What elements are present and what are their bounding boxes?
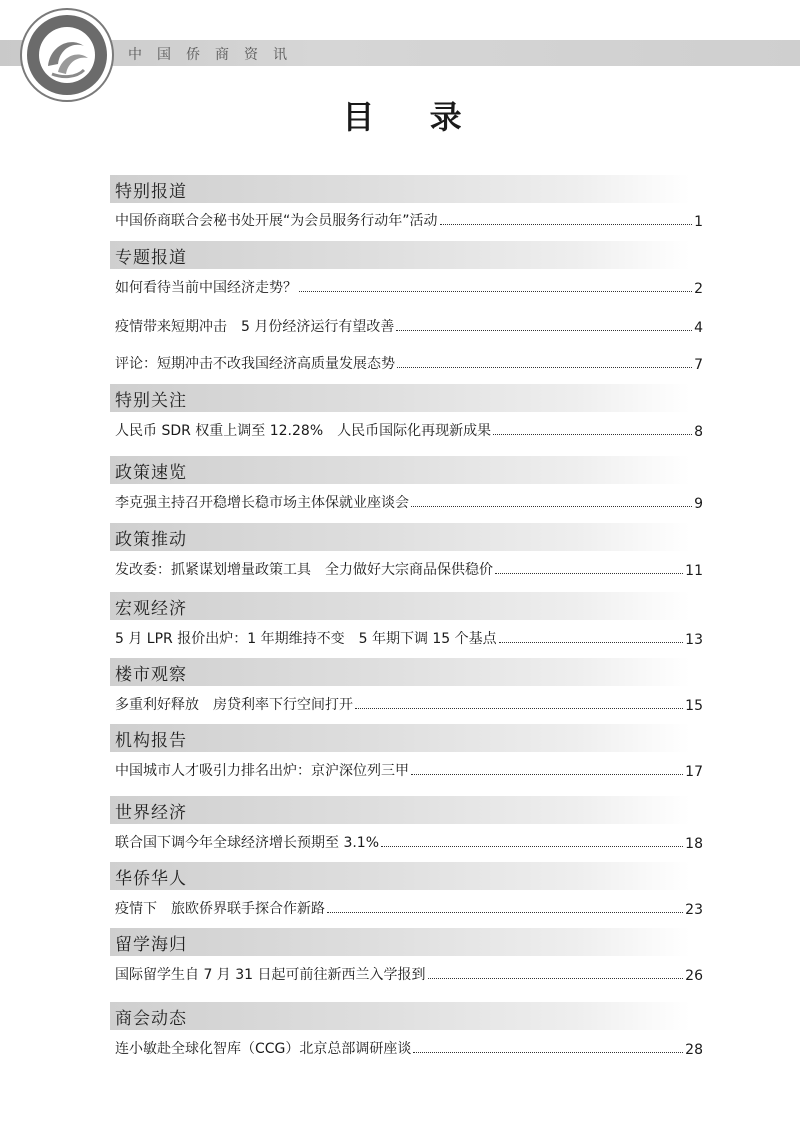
dot-leader	[411, 774, 683, 775]
entry-title: 中国城市人才吸引力排名出炉：京沪深位列三甲	[115, 763, 409, 779]
toc-entry[interactable]	[115, 830, 703, 852]
entry-title: 评论：短期冲击不改我国经济高质量发展态势	[115, 356, 395, 372]
section-header	[110, 384, 690, 412]
entry-title: 多重利好释放 房贷利率下行空间打开	[115, 697, 353, 713]
toc-entry[interactable]	[115, 1036, 703, 1058]
section-header	[110, 241, 690, 269]
entry-title: 国际留学生自 7 月 31 日起可前往新西兰入学报到	[115, 967, 426, 983]
toc-entry[interactable]	[115, 351, 703, 373]
toc-entry[interactable]	[115, 418, 703, 440]
section-header	[110, 1002, 690, 1030]
entry-page-number: 15	[685, 698, 703, 714]
section-header	[110, 592, 690, 620]
dot-leader	[413, 1052, 683, 1053]
toc-entry[interactable]	[115, 275, 703, 297]
entry-title: 疫情下 旅欧侨界联手探合作新路	[115, 901, 325, 917]
entry-title: 发改委：抓紧谋划增量政策工具 全力做好大宗商品保供稳价	[115, 562, 493, 578]
section-label: 留学海归	[115, 935, 187, 955]
section-header	[110, 523, 690, 551]
entry-title: 如何看待当前中国经济走势？	[115, 280, 297, 296]
dot-leader	[381, 846, 683, 847]
section-label: 政策速览	[115, 463, 187, 483]
entry-page-number: 4	[694, 320, 703, 336]
entry-page-number: 18	[685, 836, 703, 852]
section-label: 商会动态	[115, 1009, 187, 1029]
entry-page-number: 23	[685, 902, 703, 918]
entry-title: 疫情带来短期冲击 5 月份经济运行有望改善	[115, 319, 395, 335]
entry-title: 联合国下调今年全球经济增长预期至 3.1%	[115, 835, 380, 851]
section-header	[110, 724, 690, 752]
toc-entry[interactable]	[115, 962, 703, 984]
dot-leader	[495, 573, 683, 574]
dot-leader	[327, 912, 683, 913]
section-label: 华侨华人	[115, 869, 187, 889]
dot-leader	[355, 708, 683, 709]
dot-leader	[299, 291, 692, 292]
toc-entry[interactable]	[115, 208, 703, 230]
toc-entry[interactable]	[115, 626, 703, 648]
entry-page-number: 7	[694, 357, 703, 373]
page-title: 目 录	[342, 98, 484, 136]
section-label: 特别报道	[115, 182, 187, 202]
section-label: 机构报告	[115, 731, 187, 751]
dot-leader	[411, 506, 692, 507]
entry-page-number: 26	[685, 968, 703, 984]
section-label: 世界经济	[115, 803, 187, 823]
entry-page-number: 28	[685, 1042, 703, 1058]
entry-page-number: 1	[694, 214, 703, 230]
header-banner-text: 中国侨商资讯	[128, 47, 302, 63]
section-label: 楼市观察	[115, 665, 187, 685]
entry-page-number: 2	[694, 281, 703, 297]
toc-entry[interactable]	[115, 557, 703, 579]
section-header	[110, 862, 690, 890]
dot-leader	[397, 367, 692, 368]
dot-leader	[396, 330, 692, 331]
section-label: 政策推动	[115, 530, 187, 550]
section-label: 宏观经济	[115, 599, 187, 619]
section-header	[110, 796, 690, 824]
toc-entry[interactable]	[115, 692, 703, 714]
entry-page-number: 9	[694, 496, 703, 512]
section-header	[110, 175, 690, 203]
entry-title: 人民币 SDR 权重上调至 12.28% 人民币国际化再现新成果	[115, 423, 492, 439]
entry-title: 连小敏赴全球化智库（CCG）北京总部调研座谈	[115, 1041, 412, 1057]
entry-page-number: 11	[685, 563, 703, 579]
toc-entry[interactable]	[115, 490, 703, 512]
section-header	[110, 456, 690, 484]
toc-entry[interactable]	[115, 314, 703, 336]
dot-leader	[499, 642, 684, 643]
toc-entry[interactable]	[115, 896, 703, 918]
entry-title: 李克强主持召开稳增长稳市场主体保就业座谈会	[115, 495, 409, 511]
dot-leader	[493, 434, 692, 435]
dot-leader	[428, 978, 684, 979]
section-header	[110, 658, 690, 686]
entry-page-number: 17	[685, 764, 703, 780]
section-header	[110, 928, 690, 956]
toc-entry[interactable]	[115, 758, 703, 780]
section-label: 特别关注	[115, 391, 187, 411]
entry-title: 中国侨商联合会秘书处开展“为会员服务行动年”活动	[115, 213, 438, 229]
entry-page-number: 8	[694, 424, 703, 440]
entry-page-number: 13	[685, 632, 703, 648]
section-label: 专题报道	[115, 248, 187, 268]
dot-leader	[440, 224, 693, 225]
entry-title: 5 月 LPR 报价出炉：1 年期维持不变 5 年期下调 15 个基点	[115, 631, 497, 647]
